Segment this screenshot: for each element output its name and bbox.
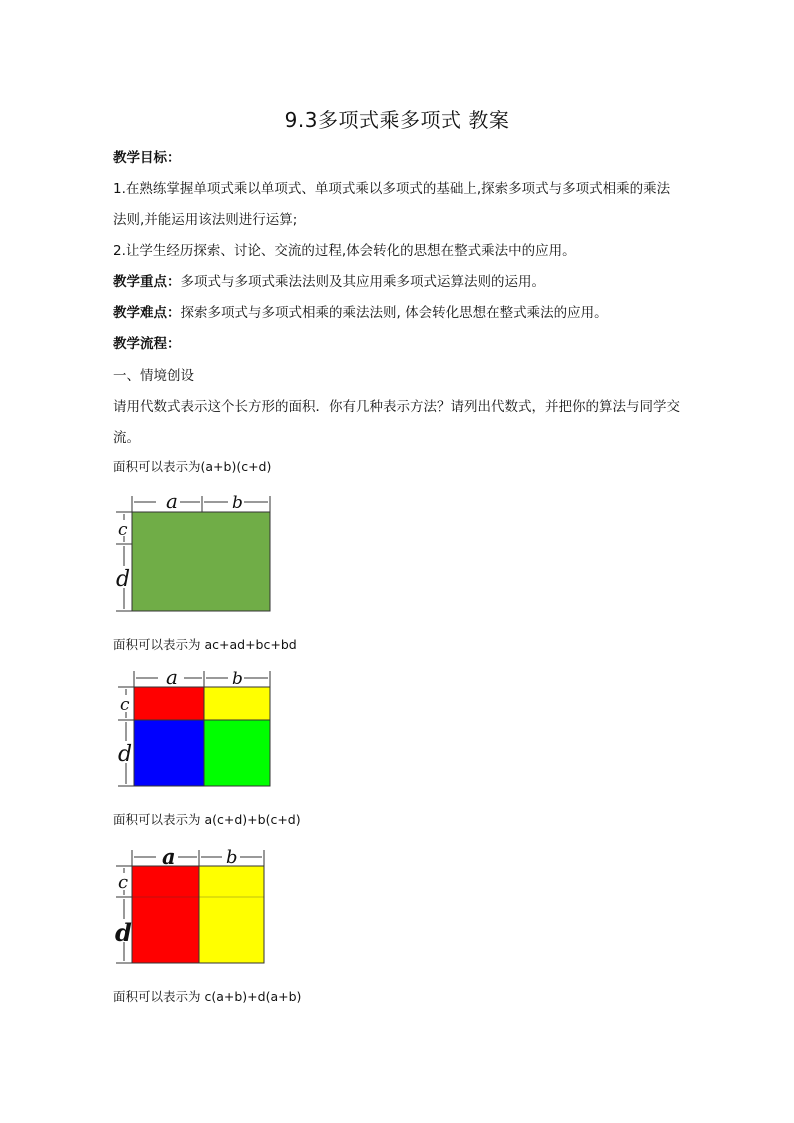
goals-heading: 教学目标： — [113, 150, 181, 166]
rect-ac — [134, 687, 204, 720]
question-line-1: 请用代数式表示这个长方形的面积．你有几种表示方法？请列出代数式，并把你的算法与同学交 — [113, 399, 680, 415]
key-points-text: 多项式与多项式乘法法则及其应用乘多项式运算法则的运用。 — [180, 274, 545, 290]
label-a: a — [166, 665, 178, 689]
section-1-heading: 一、情境创设 — [113, 368, 194, 384]
label-c: c — [120, 695, 130, 715]
caption-4: 面积可以表示为 c(a+b)+d(a+b) — [113, 989, 302, 1004]
label-c: c — [118, 872, 129, 893]
label-d: d — [115, 918, 132, 947]
label-b: b — [232, 493, 243, 513]
caption-2: 面积可以表示为 ac+ad+bc+bd — [113, 637, 297, 652]
caption-3: 面积可以表示为 a(c+d)+b(c+d) — [113, 812, 301, 827]
rect-b-cd — [199, 866, 264, 963]
rect-ad — [134, 720, 204, 786]
rect-bc — [204, 687, 270, 720]
key-points — [113, 270, 545, 290]
process-heading: 教学流程： — [113, 336, 181, 352]
page-title: 9.3多项式乘多项式 教案 — [284, 108, 510, 132]
label-d: d — [118, 742, 133, 767]
label-b: b — [226, 847, 238, 868]
goal-2: 2.让学生经历探索、讨论、交流的过程,体会转化的思想在整式乘法中的应用。 — [113, 243, 576, 259]
figure-1 — [110, 488, 285, 623]
goal-1-line-2: 法则,并能运用该法则进行运算; — [113, 212, 298, 228]
figure-2 — [110, 665, 285, 795]
goal-1-line-1: 1.在熟练掌握单项式乘以单项式、单项式乘以多项式的基础上,探索多项式与多项式相乘的乘法 — [113, 181, 671, 197]
rect-a-cd — [132, 866, 199, 963]
question-line-2: 流。 — [113, 430, 140, 446]
difficult-points-label: 教学难点： — [113, 305, 181, 321]
key-points-label: 教学重点： — [113, 274, 181, 290]
difficult-points-text: 探索多项式与多项式相乘的乘法法则, 体会转化思想在整式乘法的应用。 — [180, 305, 608, 321]
difficult-points — [113, 301, 608, 321]
label-b: b — [232, 669, 243, 689]
label-d: d — [116, 567, 131, 592]
figure-3 — [110, 842, 285, 972]
label-a: a — [166, 489, 178, 513]
caption-1: 面积可以表示为(a+b)(c+d) — [113, 459, 272, 474]
rect-bd — [204, 720, 270, 786]
label-a: a — [162, 844, 176, 869]
label-c: c — [118, 520, 128, 540]
rect-whole — [132, 512, 270, 611]
